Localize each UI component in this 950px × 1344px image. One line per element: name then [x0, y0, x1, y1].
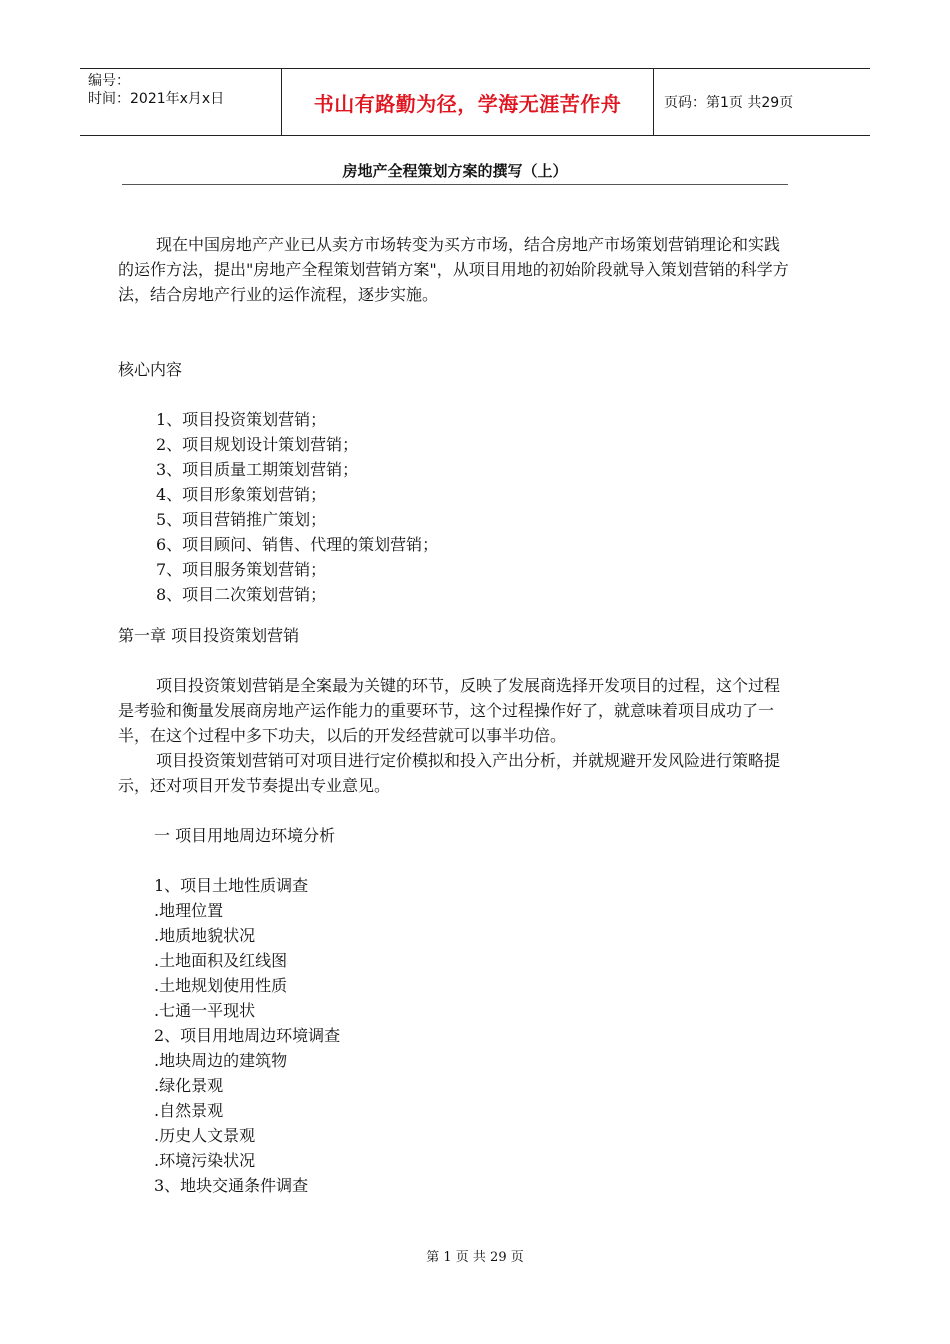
list-item: 2、项目规划设计策划营销； [156, 435, 359, 454]
list-item: 7、项目服务策划营销； [156, 560, 327, 579]
list-item: .地块周边的建筑物 [154, 1051, 288, 1070]
header-meta [80, 69, 282, 135]
section-heading: 一 项目用地周边环境分析 [154, 826, 336, 845]
chapter-paragraph: 项目投资策划营销可对项目进行定价模拟和投入产出分析，并就规避开发风险进行策略提示，还对项目开发节奏提出专业意见。 [118, 751, 781, 795]
list-item: .土地规划使用性质 [154, 976, 288, 995]
chapter-heading: 第一章 项目投资策划营销 [118, 626, 300, 645]
subsection-title: 3、地块交通条件调查 [154, 1176, 309, 1195]
header-page-info: 页码：第1页 共29页 [664, 95, 794, 111]
core-list [118, 407, 794, 607]
list-item: 1、项目投资策划营销； [156, 410, 327, 429]
list-item: 5、项目营销推广策划； [156, 510, 327, 529]
subsection-title: 2、项目用地周边环境调查 [154, 1026, 341, 1045]
date-label: 时间：2021年x月x日 [88, 91, 225, 107]
list-item: .历史人文景观 [154, 1126, 256, 1145]
header-motto: 书山有路勤为径，学海无涯苦作舟 [282, 69, 654, 135]
list-item: 4、项目形象策划营销； [156, 485, 327, 504]
list-item: 8、项目二次策划营销； [156, 585, 327, 604]
list-item: .绿化景观 [154, 1076, 224, 1095]
chapter-paragraph: 项目投资策划营销是全案最为关键的环节，反映了发展商选择开发项目的过程，这个过程是考验和衡量发展商房地产运作能力的重要环节，这个过程操作好了，就意味着项目成功了一半，在这个过程中多下功夫，以后的开发经营就可以事半功倍。 [118, 676, 781, 745]
document-title: 房地产全程策划方案的撰写（上） [122, 160, 788, 185]
document-body [118, 232, 794, 1198]
list-item: .环境污染状况 [154, 1151, 256, 1170]
list-item: 3、项目质量工期策划营销； [156, 460, 359, 479]
intro-paragraph: 现在中国房地产产业已从卖方市场转变为买方市场，结合房地产市场策划营销理论和实践的运作方法，提出"房地产全程策划营销方案"，从项目用地的初始阶段就导入策划营销的科学方法，结合房地产行业的运作流程，逐步实施。 [118, 235, 789, 304]
list-item: .地理位置 [154, 901, 224, 920]
header-table [80, 68, 870, 136]
list-item: 6、项目顾问、销售、代理的策划营销； [156, 535, 439, 554]
list-item: .地质地貌状况 [154, 926, 256, 945]
page-footer: 第 1 页 共 29 页 [426, 1250, 524, 1265]
list-item: .自然景观 [154, 1101, 224, 1120]
list-item: .七通一平现状 [154, 1001, 256, 1020]
subsection-title: 1、项目土地性质调查 [154, 876, 309, 895]
core-heading: 核心内容 [118, 360, 183, 379]
list-item: .土地面积及红线图 [154, 951, 288, 970]
code-label: 编号： [88, 73, 130, 89]
